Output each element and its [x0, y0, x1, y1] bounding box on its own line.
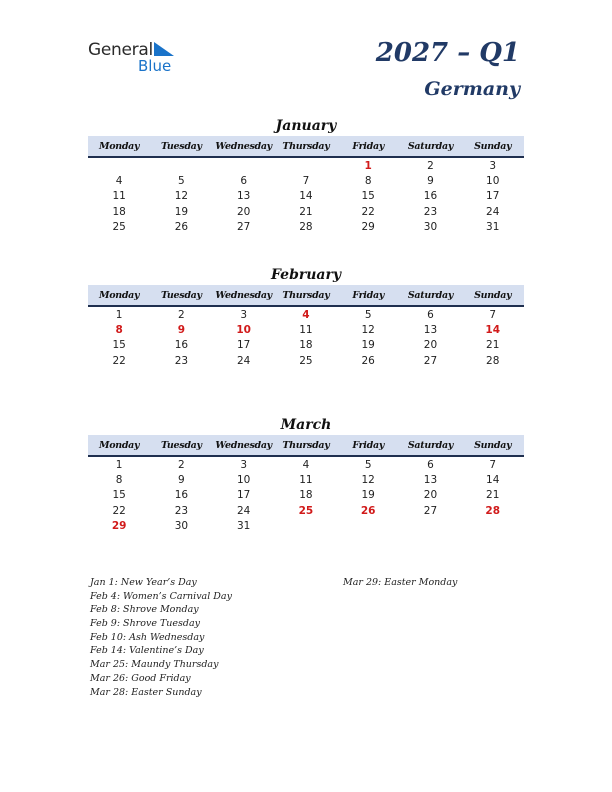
- day-cell: 1: [115, 308, 123, 321]
- weekday-label: Thursday: [282, 289, 330, 301]
- weeks-container: [88, 307, 524, 368]
- day-cell: 6: [240, 174, 247, 187]
- week-row: [88, 158, 524, 173]
- week-row: [88, 189, 524, 204]
- day-cell: 24: [236, 354, 251, 367]
- day-cell: 9: [178, 473, 185, 486]
- holiday-day-cell: 9: [177, 323, 186, 336]
- holiday-list-item: Mar 29: Easter Monday: [343, 577, 458, 588]
- page-title: 2027 – Q1: [375, 38, 520, 68]
- day-cell: 12: [361, 473, 375, 486]
- holiday-day-cell: 8: [115, 323, 123, 336]
- day-cell: 16: [423, 190, 438, 203]
- weekday-label: Wednesday: [215, 289, 272, 301]
- day-cell: 28: [486, 354, 500, 367]
- week-row: [88, 204, 524, 219]
- day-cell: 13: [236, 190, 251, 203]
- week-row: [88, 457, 524, 472]
- day-cell: 25: [299, 354, 313, 367]
- weekday-label: Wednesday: [215, 439, 272, 451]
- day-cell: 7: [489, 308, 497, 321]
- holiday-list-item: Feb 9: Shrove Tuesday: [90, 618, 201, 630]
- week-row: [88, 338, 524, 353]
- day-cell: 1: [115, 458, 123, 471]
- weekday-header-row: [88, 136, 524, 158]
- day-cell: 2: [427, 159, 434, 172]
- week-row: [88, 307, 524, 322]
- day-cell: 16: [174, 339, 189, 352]
- holiday-day-cell: 29: [111, 519, 127, 532]
- day-cell: 19: [174, 205, 189, 218]
- day-cell: 18: [112, 205, 126, 218]
- holiday-day-cell: 26: [360, 504, 376, 517]
- weekday-label: Wednesday: [215, 140, 272, 152]
- weekday-label: Tuesday: [161, 289, 202, 301]
- week-row: [88, 472, 524, 487]
- day-cell: 20: [423, 339, 438, 352]
- day-cell: 22: [112, 354, 126, 367]
- day-cell: 4: [302, 458, 310, 471]
- day-cell: 19: [361, 489, 375, 502]
- day-cell: 30: [174, 519, 189, 532]
- weekday-label: Friday: [352, 289, 385, 301]
- weekday-label: Friday: [352, 140, 385, 152]
- weeks-container: [88, 457, 524, 533]
- holiday-day-cell: 1: [364, 159, 372, 172]
- weekday-label: Sunday: [474, 439, 512, 451]
- day-cell: 20: [236, 205, 251, 218]
- day-cell: 15: [112, 339, 126, 352]
- day-cell: 28: [299, 220, 313, 233]
- weekday-label: Thursday: [282, 439, 330, 451]
- month-calendar-march: [88, 415, 524, 533]
- week-row: [88, 173, 524, 188]
- day-cell: 22: [361, 205, 375, 218]
- country-name: Germany: [424, 78, 520, 100]
- month-title: January: [275, 118, 337, 134]
- holiday-list-item: Feb 8: Shrove Monday: [90, 604, 199, 616]
- day-cell: 22: [112, 504, 126, 517]
- day-cell: 16: [174, 489, 189, 502]
- day-cell: 6: [427, 308, 434, 321]
- generalblue-logo: [88, 38, 198, 78]
- day-cell: 15: [112, 489, 126, 502]
- day-cell: 24: [236, 504, 251, 517]
- day-cell: 8: [364, 174, 372, 187]
- weekday-label: Monday: [98, 439, 140, 451]
- day-cell: 21: [486, 339, 500, 352]
- day-cell: 10: [486, 174, 500, 187]
- month-calendar-january: [88, 116, 524, 234]
- day-cell: 3: [240, 458, 247, 471]
- holiday-list-secondary: [343, 576, 543, 590]
- day-cell: 30: [423, 220, 438, 233]
- weekday-label: Saturday: [407, 289, 454, 301]
- logo-triangle-icon: [154, 42, 176, 58]
- day-cell: 21: [299, 205, 313, 218]
- month-title: February: [270, 267, 341, 283]
- holiday-list-item: Jan 1: New Year’s Day: [90, 577, 197, 588]
- weekday-label: Saturday: [407, 439, 454, 451]
- weekday-label: Thursday: [282, 140, 330, 152]
- holiday-day-cell: 4: [302, 308, 310, 321]
- day-cell: 27: [423, 504, 438, 517]
- holiday-day-cell: 25: [298, 504, 314, 517]
- day-cell: 11: [112, 190, 126, 203]
- day-cell: 27: [423, 354, 438, 367]
- day-cell: 7: [302, 174, 310, 187]
- day-cell: 19: [361, 339, 375, 352]
- day-cell: 5: [364, 458, 372, 471]
- logo-general-text: General: [88, 40, 153, 60]
- day-cell: 13: [423, 473, 438, 486]
- month-title: March: [280, 417, 332, 433]
- day-cell: 11: [299, 323, 313, 336]
- holiday-list-item: Mar 25: Maundy Thursday: [90, 659, 219, 671]
- weekday-label: Friday: [352, 439, 385, 451]
- day-cell: 7: [489, 458, 497, 471]
- week-row: [88, 488, 524, 503]
- weekday-header-row: [88, 435, 524, 457]
- day-cell: 12: [174, 190, 189, 203]
- day-cell: 3: [240, 308, 247, 321]
- day-cell: 14: [486, 473, 500, 486]
- weekday-label: Saturday: [407, 140, 454, 152]
- weekday-label: Tuesday: [161, 439, 202, 451]
- holiday-list: [90, 576, 340, 699]
- day-cell: 3: [489, 159, 497, 172]
- day-cell: 17: [236, 489, 251, 502]
- week-row: [88, 353, 524, 368]
- holiday-list-item: Feb 14: Valentine’s Day: [90, 645, 204, 657]
- day-cell: 2: [178, 458, 185, 471]
- day-cell: 17: [486, 190, 500, 203]
- holiday-list-item: Feb 10: Ash Wednesday: [90, 631, 205, 643]
- weekday-label: Monday: [98, 289, 140, 301]
- day-cell: 21: [486, 489, 500, 502]
- weekday-label: Sunday: [474, 140, 512, 152]
- day-cell: 17: [236, 339, 251, 352]
- day-cell: 9: [427, 174, 434, 187]
- day-cell: 15: [361, 190, 375, 203]
- day-cell: 31: [486, 220, 500, 233]
- day-cell: 26: [174, 220, 189, 233]
- weekday-label: Tuesday: [161, 140, 202, 152]
- weekday-label: Sunday: [474, 289, 512, 301]
- weekday-header-row: [88, 285, 524, 307]
- holiday-day-cell: 10: [236, 323, 251, 336]
- week-row: [88, 322, 524, 337]
- day-cell: 11: [299, 473, 313, 486]
- day-cell: 18: [299, 339, 313, 352]
- day-cell: 20: [423, 489, 438, 502]
- day-cell: 24: [486, 205, 500, 218]
- logo-blue-text: Blue: [138, 57, 172, 75]
- week-row: [88, 503, 524, 518]
- day-cell: 26: [361, 354, 375, 367]
- day-cell: 4: [115, 174, 123, 187]
- day-cell: 31: [236, 519, 251, 532]
- day-cell: 13: [423, 323, 438, 336]
- day-cell: 18: [299, 489, 313, 502]
- holiday-list-item: Feb 4: Women’s Carnival Day: [90, 590, 232, 602]
- day-cell: 2: [178, 308, 185, 321]
- day-cell: 23: [423, 205, 438, 218]
- day-cell: 29: [361, 220, 375, 233]
- day-cell: 23: [174, 504, 189, 517]
- holiday-list-item: Mar 28: Easter Sunday: [90, 686, 202, 698]
- day-cell: 6: [427, 458, 434, 471]
- week-row: [88, 518, 524, 533]
- holiday-day-cell: 14: [485, 323, 501, 336]
- day-cell: 12: [361, 323, 375, 336]
- weeks-container: [88, 158, 524, 234]
- day-cell: 25: [112, 220, 126, 233]
- day-cell: 5: [178, 174, 185, 187]
- day-cell: 8: [115, 473, 123, 486]
- day-cell: 5: [364, 308, 372, 321]
- day-cell: 14: [299, 190, 313, 203]
- week-row: [88, 219, 524, 234]
- day-cell: 27: [236, 220, 251, 233]
- month-calendar-february: [88, 265, 524, 368]
- day-cell: 10: [236, 473, 251, 486]
- weekday-label: Monday: [98, 140, 140, 152]
- holiday-day-cell: 28: [485, 504, 501, 517]
- holiday-list-item: Mar 26: Good Friday: [90, 672, 191, 684]
- day-cell: 23: [174, 354, 189, 367]
